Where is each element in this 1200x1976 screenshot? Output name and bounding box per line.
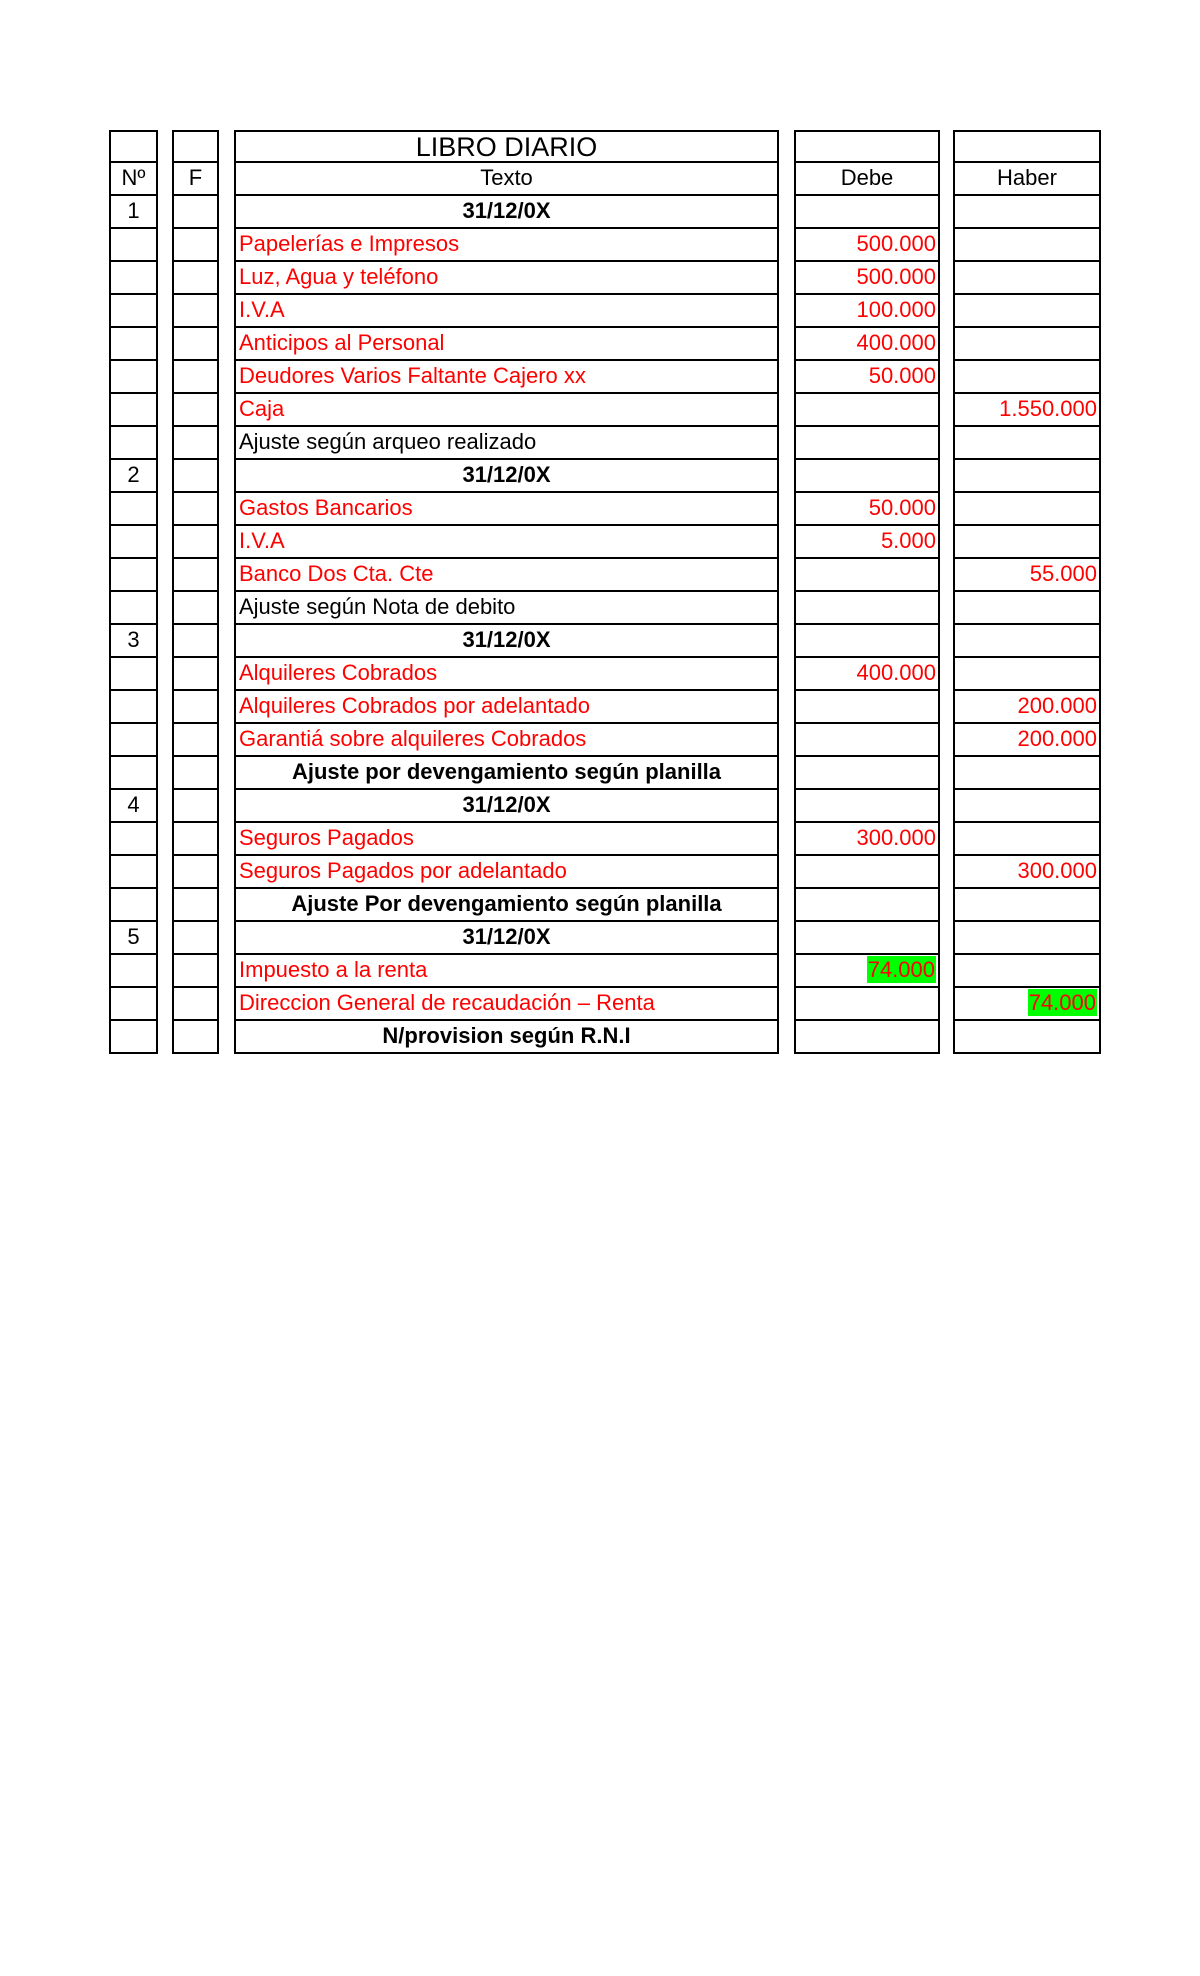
debe-amount	[794, 922, 940, 955]
title-num-cell	[109, 130, 158, 163]
debe-amount	[794, 658, 940, 691]
debe-value: 400.000	[856, 330, 936, 355]
header-f: F	[172, 163, 219, 196]
table-row	[0, 757, 1200, 790]
folio-cell	[172, 328, 219, 361]
title-row	[0, 130, 1200, 163]
debe-value: 74.000	[867, 957, 935, 982]
debe-value: 500.000	[856, 231, 936, 256]
folio-cell	[172, 955, 219, 988]
debe-value: 50.000	[868, 363, 936, 388]
header-num: Nº	[109, 163, 158, 196]
account-name: Seguros Pagados	[234, 823, 779, 856]
table-row	[0, 955, 1200, 988]
haber-amount	[953, 328, 1101, 361]
table-row	[0, 295, 1200, 328]
folio-cell	[172, 988, 219, 1021]
entry-number	[109, 691, 158, 724]
entry-description: Ajuste según Nota de debito	[234, 592, 779, 625]
folio-cell	[172, 526, 219, 559]
entry-number	[109, 394, 158, 427]
haber-amount	[953, 823, 1101, 856]
table-row	[0, 361, 1200, 394]
haber-value: 200.000	[1017, 693, 1097, 718]
entry-number	[109, 1021, 158, 1054]
account-name: Alquileres Cobrados	[234, 658, 779, 691]
entry-number: 1	[109, 196, 158, 229]
haber-amount	[953, 724, 1101, 757]
folio-cell	[172, 493, 219, 526]
entry-number: 2	[109, 460, 158, 493]
debe-amount	[794, 955, 940, 988]
ledger-title: LIBRO DIARIO	[234, 130, 779, 163]
account-name: Deudores Varios Faltante Cajero xx	[234, 361, 779, 394]
entry-description: Ajuste según arqueo realizado	[234, 427, 779, 460]
entry-number	[109, 988, 158, 1021]
debe-amount	[794, 592, 940, 625]
debe-amount	[794, 790, 940, 823]
entry-number: 5	[109, 922, 158, 955]
entry-description: Ajuste por devengamiento según planilla	[234, 757, 779, 790]
folio-cell	[172, 691, 219, 724]
account-name: I.V.A	[234, 526, 779, 559]
folio-cell	[172, 757, 219, 790]
debe-amount	[794, 559, 940, 592]
table-row	[0, 493, 1200, 526]
folio-cell	[172, 823, 219, 856]
debe-amount	[794, 823, 940, 856]
entry-number	[109, 889, 158, 922]
table-row	[0, 856, 1200, 889]
debe-amount	[794, 262, 940, 295]
folio-cell	[172, 922, 219, 955]
table-row	[0, 889, 1200, 922]
entry-date: 31/12/0X	[234, 460, 779, 493]
haber-value: 200.000	[1017, 726, 1097, 751]
haber-amount	[953, 757, 1101, 790]
haber-amount	[953, 493, 1101, 526]
account-name: Direccion General de recaudación – Renta	[234, 988, 779, 1021]
entry-number	[109, 955, 158, 988]
table-row	[0, 262, 1200, 295]
account-name: Gastos Bancarios	[234, 493, 779, 526]
account-name: Anticipos al Personal	[234, 328, 779, 361]
haber-amount	[953, 856, 1101, 889]
haber-amount	[953, 196, 1101, 229]
debe-amount	[794, 526, 940, 559]
debe-amount	[794, 295, 940, 328]
debe-amount	[794, 724, 940, 757]
account-name: Luz, Agua y teléfono	[234, 262, 779, 295]
folio-cell	[172, 889, 219, 922]
folio-cell	[172, 196, 219, 229]
haber-amount	[953, 526, 1101, 559]
debe-amount	[794, 460, 940, 493]
debe-amount	[794, 889, 940, 922]
haber-amount	[953, 361, 1101, 394]
debe-amount	[794, 1021, 940, 1054]
folio-cell	[172, 658, 219, 691]
table-row	[0, 394, 1200, 427]
haber-amount	[953, 922, 1101, 955]
entry-number	[109, 757, 158, 790]
debe-value: 50.000	[868, 495, 936, 520]
entry-number	[109, 724, 158, 757]
haber-amount	[953, 592, 1101, 625]
haber-amount	[953, 460, 1101, 493]
table-row	[0, 1021, 1200, 1054]
folio-cell	[172, 1021, 219, 1054]
account-name: I.V.A	[234, 295, 779, 328]
haber-amount	[953, 889, 1101, 922]
table-row	[0, 691, 1200, 724]
title-f-cell	[172, 130, 219, 163]
folio-cell	[172, 460, 219, 493]
debe-value: 5.000	[880, 528, 936, 553]
account-name: Seguros Pagados por adelantado	[234, 856, 779, 889]
entry-number	[109, 658, 158, 691]
header-haber: Haber	[953, 163, 1101, 196]
entry-number	[109, 229, 158, 262]
account-name: Caja	[234, 394, 779, 427]
entry-number	[109, 295, 158, 328]
haber-amount	[953, 427, 1101, 460]
haber-value: 300.000	[1017, 858, 1097, 883]
haber-amount	[953, 955, 1101, 988]
entry-number	[109, 592, 158, 625]
entry-date: 31/12/0X	[234, 922, 779, 955]
table-row	[0, 196, 1200, 229]
haber-value: 55.000	[1029, 561, 1097, 586]
folio-cell	[172, 229, 219, 262]
table-row	[0, 526, 1200, 559]
folio-cell	[172, 559, 219, 592]
account-name: Alquileres Cobrados por adelantado	[234, 691, 779, 724]
entry-date: 31/12/0X	[234, 196, 779, 229]
entry-number: 4	[109, 790, 158, 823]
folio-cell	[172, 394, 219, 427]
debe-value: 100.000	[856, 297, 936, 322]
entry-number	[109, 856, 158, 889]
haber-amount	[953, 1021, 1101, 1054]
table-row	[0, 724, 1200, 757]
entry-date: 31/12/0X	[234, 790, 779, 823]
debe-amount	[794, 493, 940, 526]
debe-amount	[794, 691, 940, 724]
folio-cell	[172, 856, 219, 889]
haber-amount	[953, 691, 1101, 724]
folio-cell	[172, 361, 219, 394]
entry-description: N/provision según R.N.I	[234, 1021, 779, 1054]
debe-amount	[794, 394, 940, 427]
entry-number	[109, 526, 158, 559]
entry-number: 3	[109, 625, 158, 658]
debe-amount	[794, 856, 940, 889]
entry-number	[109, 361, 158, 394]
account-name: Garantiá sobre alquileres Cobrados	[234, 724, 779, 757]
debe-amount	[794, 988, 940, 1021]
table-row	[0, 823, 1200, 856]
entry-number	[109, 262, 158, 295]
entry-number	[109, 427, 158, 460]
debe-value: 300.000	[856, 825, 936, 850]
table-row	[0, 427, 1200, 460]
debe-amount	[794, 427, 940, 460]
entry-number	[109, 493, 158, 526]
haber-amount	[953, 625, 1101, 658]
debe-amount	[794, 328, 940, 361]
table-row	[0, 625, 1200, 658]
folio-cell	[172, 262, 219, 295]
haber-amount	[953, 229, 1101, 262]
header-texto: Texto	[234, 163, 779, 196]
entry-description: Ajuste Por devengamiento según planilla	[234, 889, 779, 922]
table-row	[0, 328, 1200, 361]
column-header-row	[0, 163, 1200, 196]
debe-amount	[794, 229, 940, 262]
debe-amount	[794, 361, 940, 394]
account-name: Papelerías e Impresos	[234, 229, 779, 262]
debe-amount	[794, 625, 940, 658]
entry-number	[109, 823, 158, 856]
table-row	[0, 988, 1200, 1021]
account-name: Banco Dos Cta. Cte	[234, 559, 779, 592]
table-row	[0, 790, 1200, 823]
table-row	[0, 229, 1200, 262]
folio-cell	[172, 790, 219, 823]
haber-amount	[953, 988, 1101, 1021]
table-row	[0, 460, 1200, 493]
haber-amount	[953, 658, 1101, 691]
debe-amount	[794, 757, 940, 790]
table-row	[0, 592, 1200, 625]
header-debe: Debe	[794, 163, 940, 196]
debe-amount	[794, 196, 940, 229]
table-row	[0, 922, 1200, 955]
folio-cell	[172, 295, 219, 328]
haber-amount	[953, 394, 1101, 427]
entry-date: 31/12/0X	[234, 625, 779, 658]
entry-number	[109, 559, 158, 592]
title-haber-cell	[953, 130, 1101, 163]
account-name: Impuesto a la renta	[234, 955, 779, 988]
folio-cell	[172, 625, 219, 658]
table-row	[0, 658, 1200, 691]
title-debe-cell	[794, 130, 940, 163]
haber-value: 1.550.000	[999, 396, 1097, 421]
entry-number	[109, 328, 158, 361]
haber-amount	[953, 790, 1101, 823]
debe-value: 500.000	[856, 264, 936, 289]
debe-value: 400.000	[856, 660, 936, 685]
haber-value: 74.000	[1028, 990, 1096, 1015]
haber-amount	[953, 262, 1101, 295]
haber-amount	[953, 295, 1101, 328]
folio-cell	[172, 592, 219, 625]
table-row	[0, 559, 1200, 592]
folio-cell	[172, 427, 219, 460]
folio-cell	[172, 724, 219, 757]
haber-amount	[953, 559, 1101, 592]
